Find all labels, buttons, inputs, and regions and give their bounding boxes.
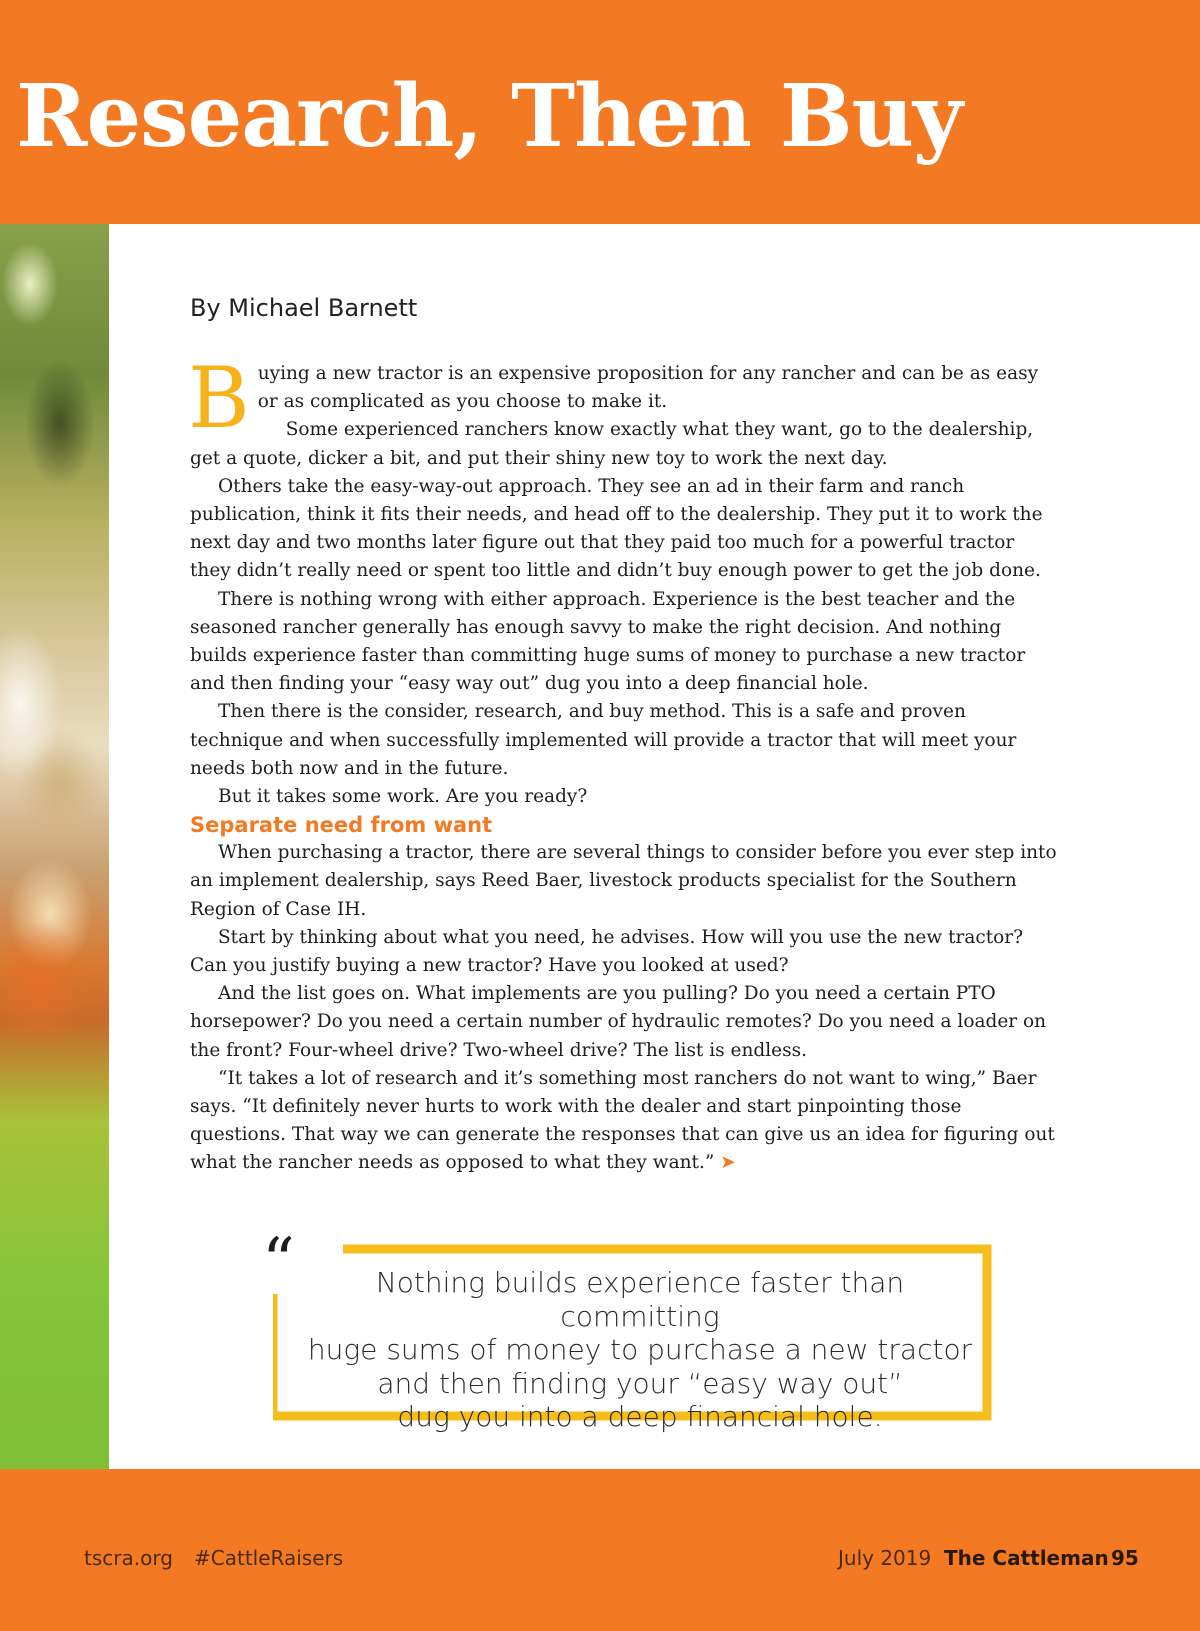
pull-quote-line: dug you into a deep financial hole.: [397, 1400, 883, 1433]
footer-page-number: 95: [1111, 1546, 1139, 1570]
body-paragraph: There is nothing wrong with either approach. Experience is the best teacher and the seasoned rancher generally has enough savvy to make the right decision. And nothing builds experience faster than committing huge sums of money to purchase a new tractor and then finding your “easy way out” dug you into a deep financial hole.: [190, 588, 1026, 695]
pull-quote-line: huge sums of money to purchase a new tractor: [307, 1333, 973, 1366]
article-title: Research, Then Buy: [16, 66, 963, 167]
body-paragraph: And the list goes on. What implements are you pulling? Do you need a certain PTO horsepower? Do you need a certain number of hydraulic remotes? Do you need a loader on the front? Four-wheel drive? Two-wheel drive? The list is endless.: [190, 983, 1047, 1061]
body-paragraph: When purchasing a tractor, there are several things to consider before you ever step into an implement dealership, says Reed Baer, livestock products specialist for the Southern Region of Case IH.: [190, 842, 1057, 920]
body-paragraph-last: [190, 1065, 1057, 1178]
quote-mark-icon: “: [262, 1225, 295, 1299]
pull-quote-line: Nothing builds experience faster than committing: [375, 1266, 905, 1333]
intro-text-2: Some experienced ranchers know exactly what they want, go to the dealership, get a quote, dicker a bit, and put their shiny new toy to work the next day.: [190, 419, 1034, 469]
body-paragraph: Start by thinking about what you need, he advises. How will you use the new tractor? Can you justify buying a new tractor? Have you looked at used?: [190, 926, 1024, 977]
pull-quote-line: and then finding your “easy way out”: [377, 1366, 903, 1400]
footer-site-link[interactable]: tscra.org: [84, 1546, 173, 1570]
pull-quote-text: [300, 1266, 980, 1434]
article-body: [188, 349, 1057, 1178]
drop-cap: B: [188, 349, 250, 447]
body-paragraph: But it takes some work. Are you ready?: [218, 786, 588, 808]
byline: By Michael Barnett: [190, 294, 418, 322]
body-paragraph: Then there is the consider, research, and buy method. This is a safe and proven technique and when successfully implemented will provide a tractor that will meet your needs both now and in the future.: [190, 701, 1017, 779]
intro-text-1: uying a new tractor is an expensive proposition for any rancher and can be as easy or as complicated as you choose to make it.: [257, 363, 1039, 413]
intro-paragraph: [188, 349, 1057, 473]
footer-hashtag: #CattleRaisers: [194, 1546, 344, 1570]
continue-arrow-icon: ➤: [720, 1152, 736, 1174]
photo-strip-image: [0, 224, 109, 1469]
last-paragraph-text: “It takes a lot of research and it’s something most ranchers do not want to wing,” Baer says. “It definitely never hurts to work with the dealer and start pinpointing those questions. That way we can generate the responses that can give us an idea for figuring out what the rancher needs as opposed to what they want.”: [190, 1067, 1055, 1174]
footer-date: July 2019: [838, 1546, 932, 1570]
section-subhead: Separate need from want: [190, 813, 493, 838]
footer-publication: The Cattleman: [944, 1546, 1109, 1570]
body-paragraph: Others take the easy-way-out approach. They see an ad in their farm and ranch publication, think it fits their needs, and head off to the dealership. They put it to work the next day and two months later figure out that they paid too much for a powerful tractor they didn’t really need or spent too little and didn’t buy enough power to get the job done.: [190, 475, 1043, 582]
